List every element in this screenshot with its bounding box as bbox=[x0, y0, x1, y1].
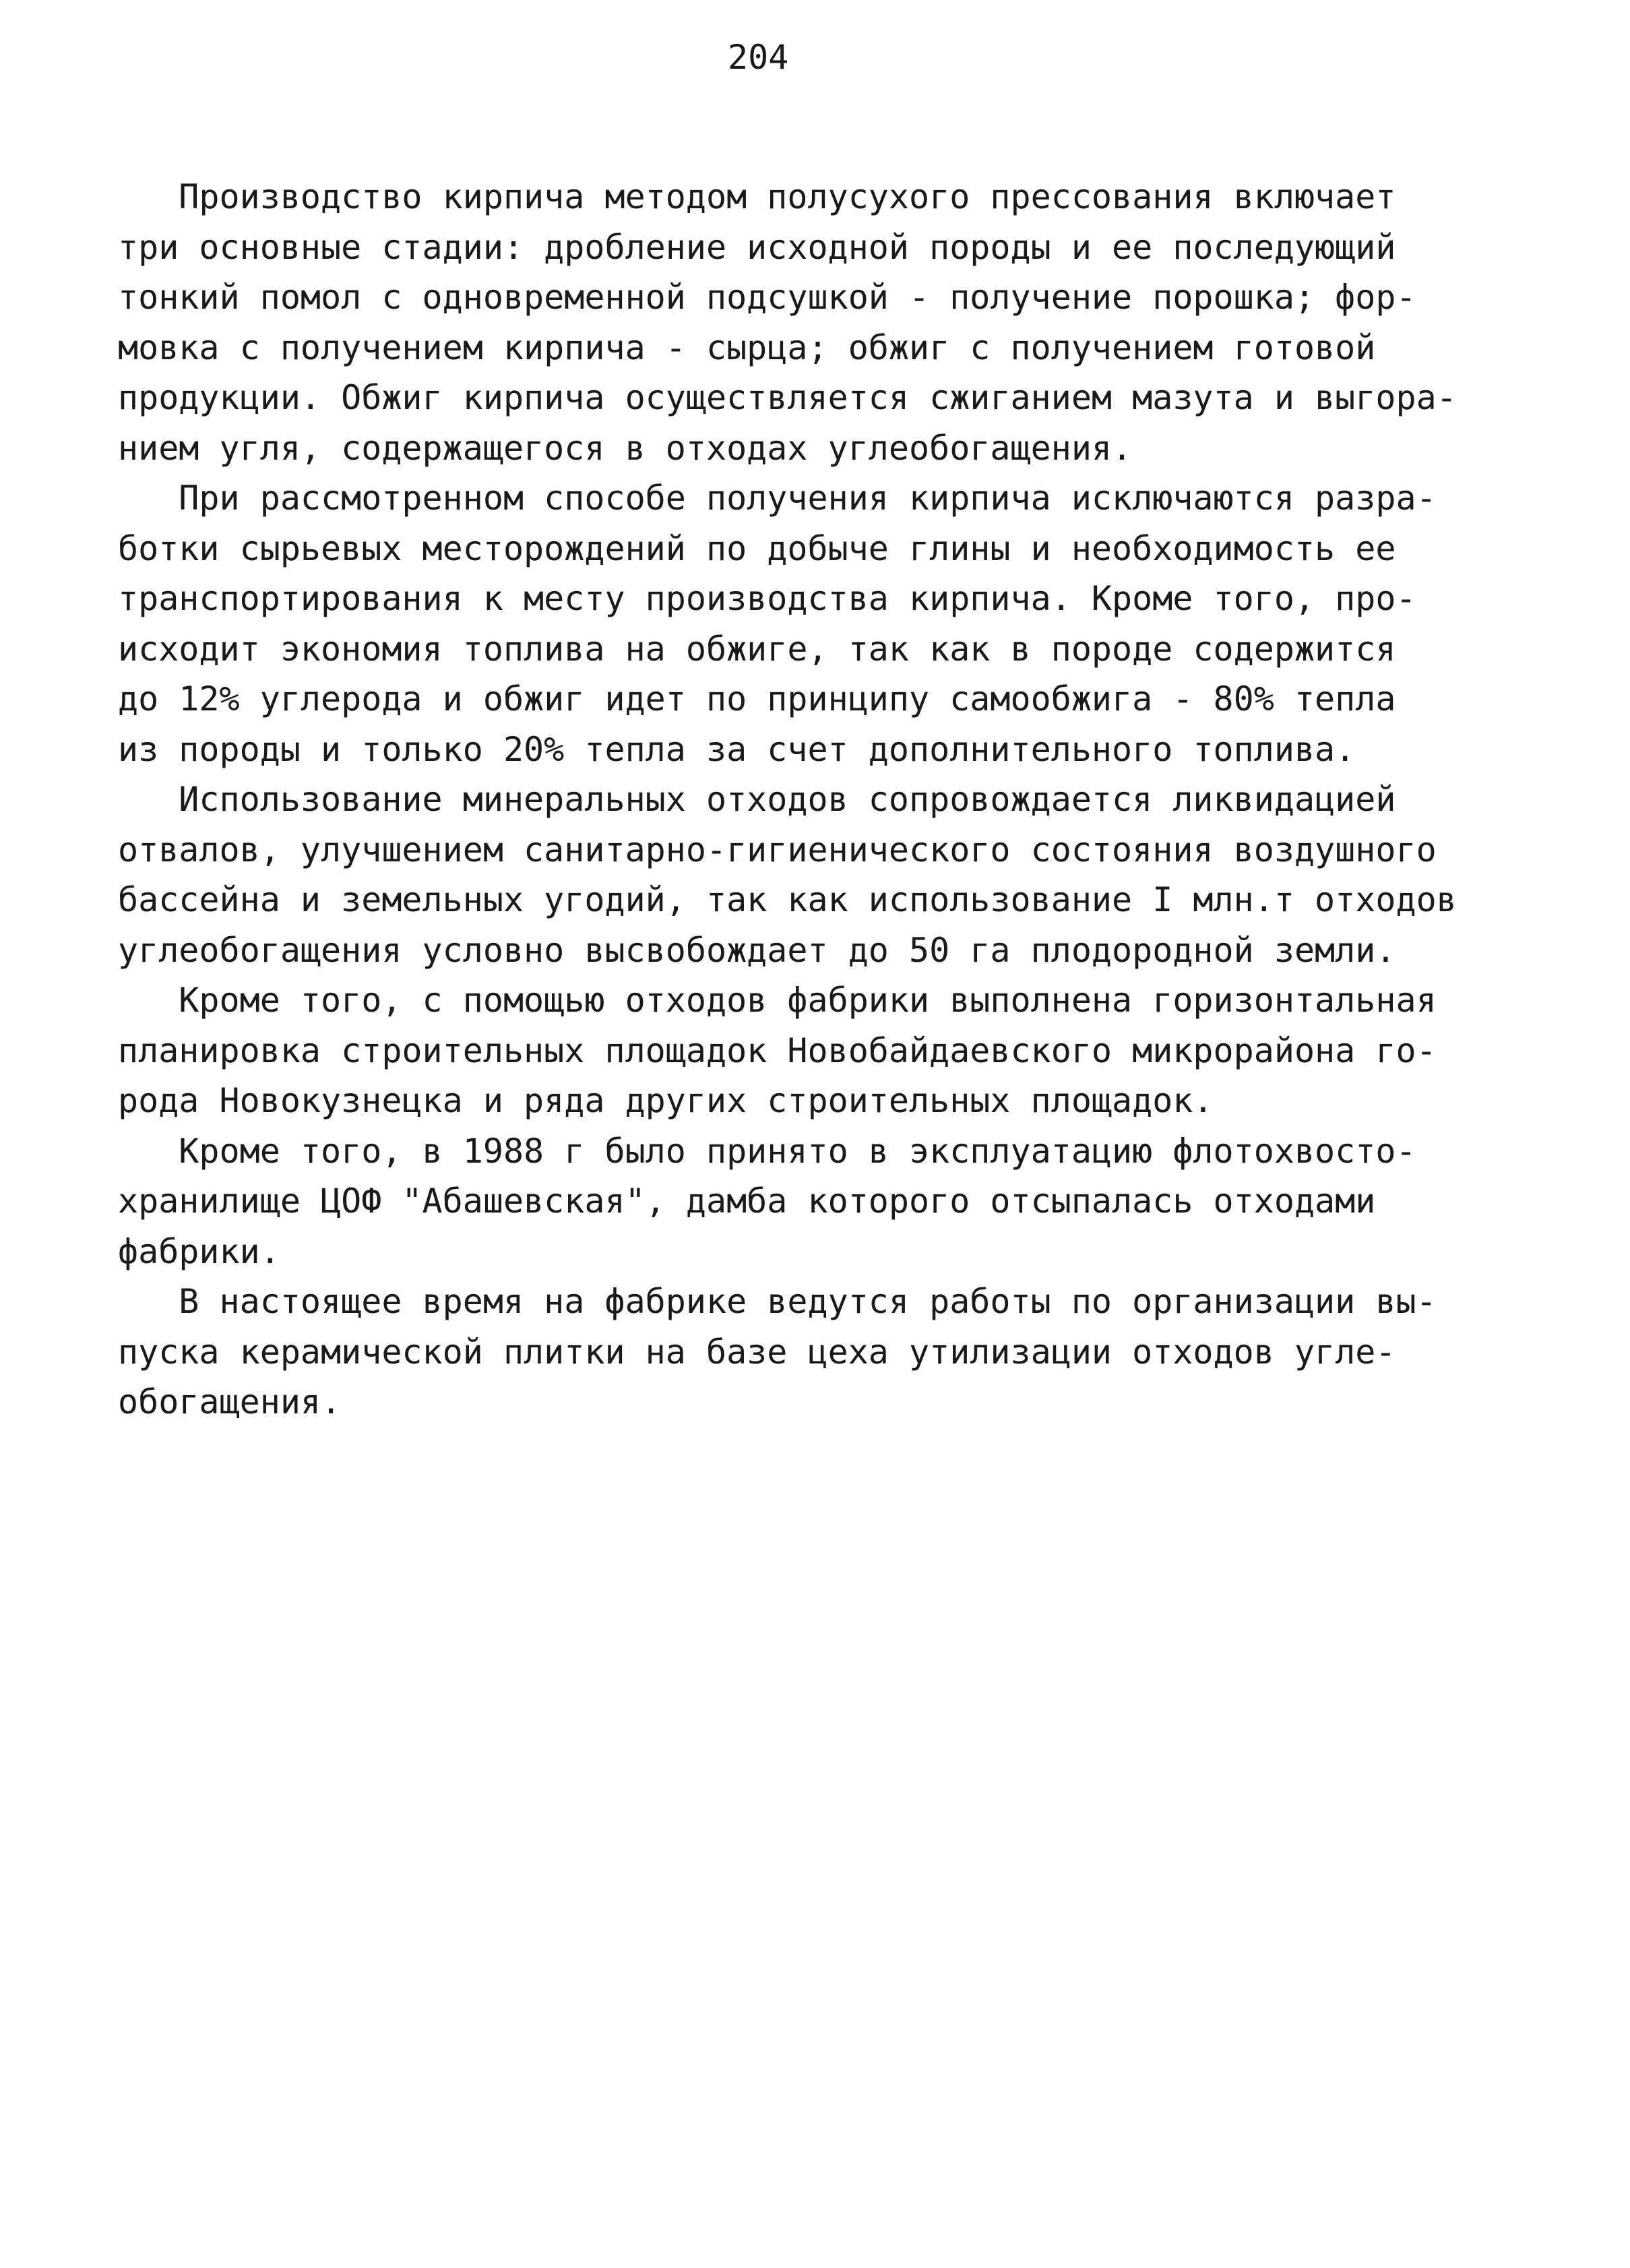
text-line: хранилище ЦОФ "Абашевская", дамба которого отсыпалась отходами bbox=[118, 1182, 1376, 1221]
text-line: мовка с получением кирпича - сырца; обжиг с получением готовой bbox=[118, 328, 1376, 367]
text-line: тонкий помол с одновременной подсушкой - получение порошка; фор- bbox=[118, 278, 1416, 317]
text-line: планировка строительных площадок Новобайдаевского микрорайона го- bbox=[118, 1031, 1437, 1070]
text-line: до 12% углерода и обжиг идет по принципу самообжига - 80% тепла bbox=[118, 679, 1396, 718]
text-line: фабрики. bbox=[118, 1231, 280, 1271]
text-line: В настоящее время на фабрике ведутся работы по организации вы- bbox=[118, 1282, 1437, 1321]
paragraph-2 bbox=[118, 473, 1546, 774]
page-number: 204 bbox=[728, 38, 789, 77]
paragraph-6 bbox=[118, 1277, 1546, 1428]
paragraph-4 bbox=[118, 975, 1546, 1126]
text-line: рода Новокузнецка и ряда других строительных площадок. bbox=[118, 1081, 1214, 1120]
text-line: нием угля, содержащегося в отходах углеобогащения. bbox=[118, 428, 1133, 468]
text-line: углеобогащения условно высвобождает до 50 га плодородной земли. bbox=[118, 930, 1396, 970]
text-line: отвалов, улучшением санитарно-гигиенического состояния воздушного bbox=[118, 830, 1437, 869]
text-line: Производство кирпича методом полусухого прессования включает bbox=[118, 177, 1396, 216]
text-line: транспортирования к месту производства кирпича. Кроме того, про- bbox=[118, 579, 1416, 618]
text-line: Кроме того, с помощью отходов фабрики выполнена горизонтальная bbox=[118, 981, 1437, 1020]
body-text bbox=[118, 172, 1546, 1428]
text-line: При рассмотренном способе получения кирпича исключаются разра- bbox=[118, 479, 1437, 518]
text-line: из породы и только 20% тепла за счет дополнительного топлива. bbox=[118, 729, 1356, 769]
text-line: ботки сырьевых месторождений по добыче глины и необходимость ее bbox=[118, 528, 1396, 568]
text-line: бассейна и земельных угодий, так как использование I млн.т отходов bbox=[118, 880, 1457, 919]
text-line: Использование минеральных отходов сопровождается ликвидацией bbox=[118, 780, 1396, 819]
text-line: Кроме того, в 1988 г было принято в эксплуатацию флотохвосто- bbox=[118, 1131, 1416, 1171]
text-line: пуска керамической плитки на базе цеха утилизации отходов угле- bbox=[118, 1332, 1396, 1372]
text-line: обогащения. bbox=[118, 1382, 342, 1421]
paragraph-1 bbox=[118, 172, 1546, 473]
paragraph-3 bbox=[118, 774, 1546, 975]
paragraph-5 bbox=[118, 1126, 1546, 1277]
text-line: исходит экономия топлива на обжиге, так как в породе содержится bbox=[118, 629, 1396, 669]
text-line: продукции. Обжиг кирпича осуществляется сжиганием мазута и выгора- bbox=[118, 378, 1457, 417]
text-line: три основные стадии: дробление исходной породы и ее последующий bbox=[118, 227, 1396, 267]
